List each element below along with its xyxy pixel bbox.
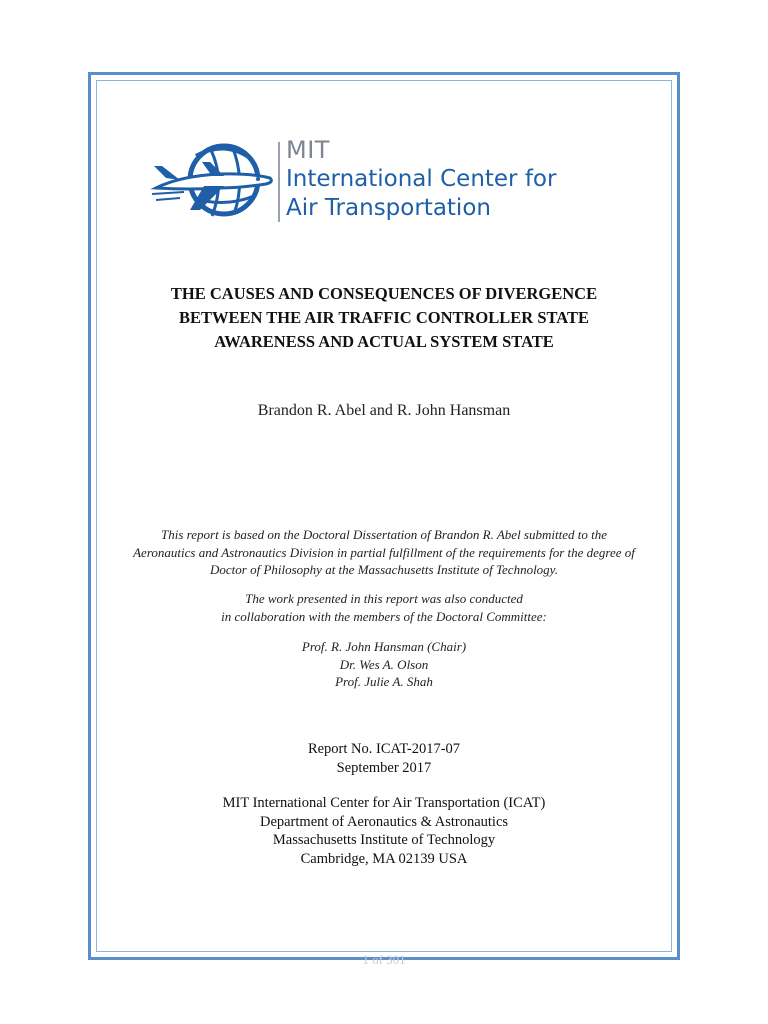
collaboration-note-line: The work presented in this report was also conducted — [245, 591, 523, 606]
committee-member: Prof. R. John Hansman (Chair) — [301, 639, 467, 654]
address-line: Department of Aeronautics & Astronautics — [259, 813, 509, 830]
address-block — [110, 794, 658, 868]
logo-mit-text: MIT — [286, 136, 330, 164]
logo-wordmark — [286, 136, 606, 223]
committee-list — [110, 638, 658, 691]
dissertation-note-line: This report is based on the Doctoral Dissertation of Brandon R. Abel submitted to the — [161, 527, 607, 542]
committee-member: Dr. Wes A. Olson — [339, 656, 429, 672]
committee-member: Prof. Julie A. Shah — [335, 674, 433, 689]
address-line: Massachusetts Institute of Technology — [272, 832, 496, 848]
logo-divider — [278, 142, 280, 222]
report-date: September 2017 — [336, 759, 432, 776]
report-title — [110, 282, 658, 354]
collaboration-note — [110, 590, 658, 625]
report-info — [110, 740, 658, 777]
authors: Brandon R. Abel and R. John Hansman — [257, 402, 511, 419]
logo-line-2: Air Transportation — [286, 195, 491, 221]
airplane-globe-icon — [150, 136, 276, 228]
dissertation-note-line: Doctor of Philosophy at the Massachusetts Institute of Technology. — [210, 562, 558, 577]
page-indicator: 1 of 301 — [362, 952, 406, 967]
title-line-1: THE CAUSES AND CONSEQUENCES OF DIVERGENCE — [170, 284, 598, 303]
collaboration-note-line: in collaboration with the members of the Doctoral Committee: — [221, 608, 547, 624]
icat-logo — [150, 136, 610, 228]
title-line-2: BETWEEN THE AIR TRAFFIC CONTROLLER STATE — [178, 308, 589, 327]
title-line-3: AWARENESS AND ACTUAL SYSTEM STATE — [214, 332, 554, 351]
logo-line-1: International Center for — [286, 166, 557, 192]
address-line: MIT International Center for Air Transportation (ICAT) — [222, 795, 546, 811]
dissertation-note-line: Aeronautics and Astronautics Division in partial fulfillment of the requirements for the degree of — [133, 544, 635, 560]
report-number: Report No. ICAT-2017-07 — [307, 741, 461, 757]
address-line: Cambridge, MA 02139 USA — [300, 850, 468, 867]
dissertation-note — [110, 526, 658, 579]
